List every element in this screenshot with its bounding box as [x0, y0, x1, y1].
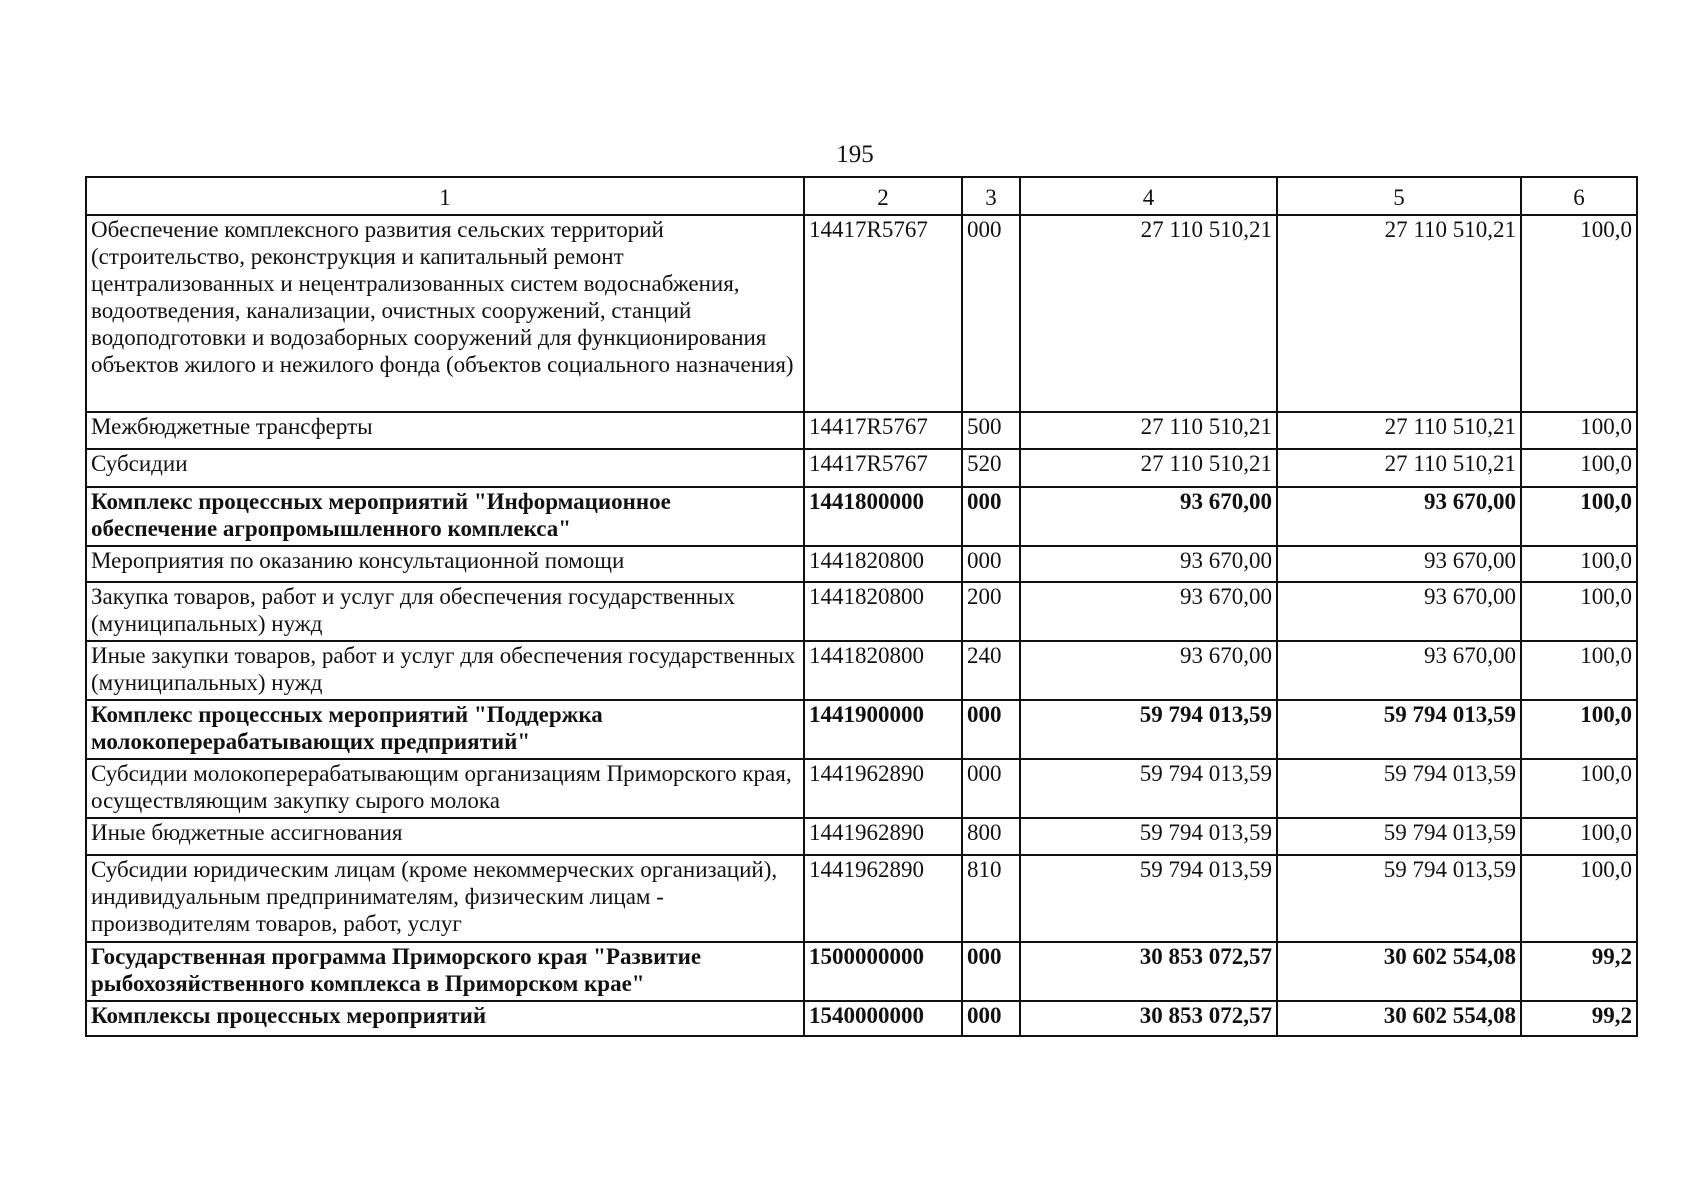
- row-name-cell: Комплекс процессных мероприятий "Поддержка молокоперерабатывающих предприятий": [86, 700, 804, 759]
- row-percent-cell: 100,0: [1521, 582, 1637, 641]
- row-code-cell: 14417R5767: [804, 412, 962, 449]
- row-plan-cell: 59 794 013,59: [1020, 855, 1277, 942]
- table-row: [86, 641, 1637, 700]
- row-type-cell: 810: [962, 855, 1020, 942]
- row-percent-cell: 100,0: [1521, 641, 1637, 700]
- row-type-cell: 000: [962, 942, 1020, 1001]
- row-percent-cell: 100,0: [1521, 855, 1637, 942]
- row-percent-cell: 100,0: [1521, 700, 1637, 759]
- table-row: [86, 215, 1637, 412]
- row-code-cell: 1441962890: [804, 855, 962, 942]
- row-name-cell: Иные бюджетные ассигнования: [86, 818, 804, 855]
- row-percent-cell: 99,2: [1521, 942, 1637, 1001]
- row-plan-cell: 59 794 013,59: [1020, 759, 1277, 818]
- row-fact-cell: 27 110 510,21: [1277, 412, 1521, 449]
- row-plan-cell: 27 110 510,21: [1020, 449, 1277, 487]
- row-name-cell: Субсидии молокоперерабатывающим организациям Приморского края, осуществляющим закупку сырого молока: [86, 759, 804, 818]
- row-code-cell: 1540000000: [804, 1001, 962, 1036]
- row-name-cell: Иные закупки товаров, работ и услуг для обеспечения государственных (муниципальных) нужд: [86, 641, 804, 700]
- row-name-cell: Закупка товаров, работ и услуг для обеспечения государственных (муниципальных) нужд: [86, 582, 804, 641]
- row-fact-cell: 27 110 510,21: [1277, 449, 1521, 487]
- table-row: [86, 487, 1637, 546]
- row-fact-cell: 59 794 013,59: [1277, 700, 1521, 759]
- header-cell: 5: [1277, 177, 1521, 215]
- row-fact-cell: 93 670,00: [1277, 582, 1521, 641]
- row-plan-cell: 59 794 013,59: [1020, 818, 1277, 855]
- row-plan-cell: 93 670,00: [1020, 582, 1277, 641]
- row-type-cell: 000: [962, 215, 1020, 412]
- row-percent-cell: 100,0: [1521, 412, 1637, 449]
- row-percent-cell: 100,0: [1521, 215, 1637, 412]
- row-type-cell: 000: [962, 487, 1020, 546]
- row-plan-cell: 30 853 072,57: [1020, 942, 1277, 1001]
- row-name-cell: Субсидии: [86, 449, 804, 487]
- header-row: [86, 177, 1637, 215]
- row-plan-cell: 93 670,00: [1020, 641, 1277, 700]
- row-type-cell: 240: [962, 641, 1020, 700]
- row-name-cell: Государственная программа Приморского края "Развитие рыбохозяйственного комплекса в Приморском крае": [86, 942, 804, 1001]
- table-row: [86, 449, 1637, 487]
- row-code-cell: 14417R5767: [804, 215, 962, 412]
- row-type-cell: 500: [962, 412, 1020, 449]
- header-cell: 4: [1020, 177, 1277, 215]
- row-code-cell: 1441820800: [804, 582, 962, 641]
- row-plan-cell: 27 110 510,21: [1020, 412, 1277, 449]
- row-fact-cell: 93 670,00: [1277, 546, 1521, 582]
- row-fact-cell: 59 794 013,59: [1277, 855, 1521, 942]
- row-type-cell: 000: [962, 1001, 1020, 1036]
- header-cell: 2: [804, 177, 962, 215]
- row-name-cell: Мероприятия по оказанию консультационной помощи: [86, 546, 804, 582]
- row-fact-cell: 59 794 013,59: [1277, 818, 1521, 855]
- row-fact-cell: 30 602 554,08: [1277, 1001, 1521, 1036]
- row-fact-cell: 59 794 013,59: [1277, 759, 1521, 818]
- row-name-cell: Субсидии юридическим лицам (кроме некоммерческих организаций), индивидуальным предпринимателям, физическим лицам - производителям товаров, работ, услуг: [86, 855, 804, 942]
- table-row: [86, 546, 1637, 582]
- row-fact-cell: 93 670,00: [1277, 641, 1521, 700]
- row-type-cell: 000: [962, 759, 1020, 818]
- row-type-cell: 000: [962, 546, 1020, 582]
- row-type-cell: 200: [962, 582, 1020, 641]
- row-name-cell: Комплексы процессных мероприятий: [86, 1001, 804, 1036]
- row-code-cell: 1441962890: [804, 759, 962, 818]
- header-cell: 1: [86, 177, 804, 215]
- row-type-cell: 000: [962, 700, 1020, 759]
- table-row: [86, 582, 1637, 641]
- row-plan-cell: 93 670,00: [1020, 546, 1277, 582]
- row-percent-cell: 99,2: [1521, 1001, 1637, 1036]
- row-percent-cell: 100,0: [1521, 759, 1637, 818]
- row-percent-cell: 100,0: [1521, 818, 1637, 855]
- row-percent-cell: 100,0: [1521, 546, 1637, 582]
- table-row: [86, 412, 1637, 449]
- row-code-cell: 1441820800: [804, 641, 962, 700]
- budget-table: [85, 176, 1638, 1037]
- row-code-cell: 1441900000: [804, 700, 962, 759]
- table-row: [86, 759, 1637, 818]
- row-fact-cell: 30 602 554,08: [1277, 942, 1521, 1001]
- table-row: [86, 942, 1637, 1001]
- table-body: [86, 215, 1637, 1036]
- row-type-cell: 800: [962, 818, 1020, 855]
- table-row: [86, 818, 1637, 855]
- row-fact-cell: 27 110 510,21: [1277, 215, 1521, 412]
- table-row: [86, 1001, 1637, 1036]
- header-cell: 6: [1521, 177, 1637, 215]
- row-name-cell: Обеспечение комплексного развития сельских территорий (строительство, реконструкция и капитальный ремонт централизованных и нецентрализованных систем водоснабжения, водоотведения, канализации, очистных сооружений, станций водоподготовки и водозаборных сооружений для функционирования объектов жилого и нежилого фонда (объектов социального назначения): [86, 215, 804, 412]
- row-name-cell: Межбюджетные трансферты: [86, 412, 804, 449]
- row-code-cell: 1441820800: [804, 546, 962, 582]
- row-code-cell: 14417R5767: [804, 449, 962, 487]
- row-code-cell: 1441800000: [804, 487, 962, 546]
- row-name-cell: Комплекс процессных мероприятий "Информационное обеспечение агропромышленного комплекса": [86, 487, 804, 546]
- row-plan-cell: 93 670,00: [1020, 487, 1277, 546]
- table-row: [86, 855, 1637, 942]
- row-percent-cell: 100,0: [1521, 449, 1637, 487]
- row-plan-cell: 27 110 510,21: [1020, 215, 1277, 412]
- row-percent-cell: 100,0: [1521, 487, 1637, 546]
- row-code-cell: 1441962890: [804, 818, 962, 855]
- header-cell: 3: [962, 177, 1020, 215]
- row-code-cell: 1500000000: [804, 942, 962, 1001]
- row-fact-cell: 93 670,00: [1277, 487, 1521, 546]
- row-plan-cell: 30 853 072,57: [1020, 1001, 1277, 1036]
- page-number: 195: [836, 141, 874, 168]
- row-plan-cell: 59 794 013,59: [1020, 700, 1277, 759]
- table-row: [86, 700, 1637, 759]
- row-type-cell: 520: [962, 449, 1020, 487]
